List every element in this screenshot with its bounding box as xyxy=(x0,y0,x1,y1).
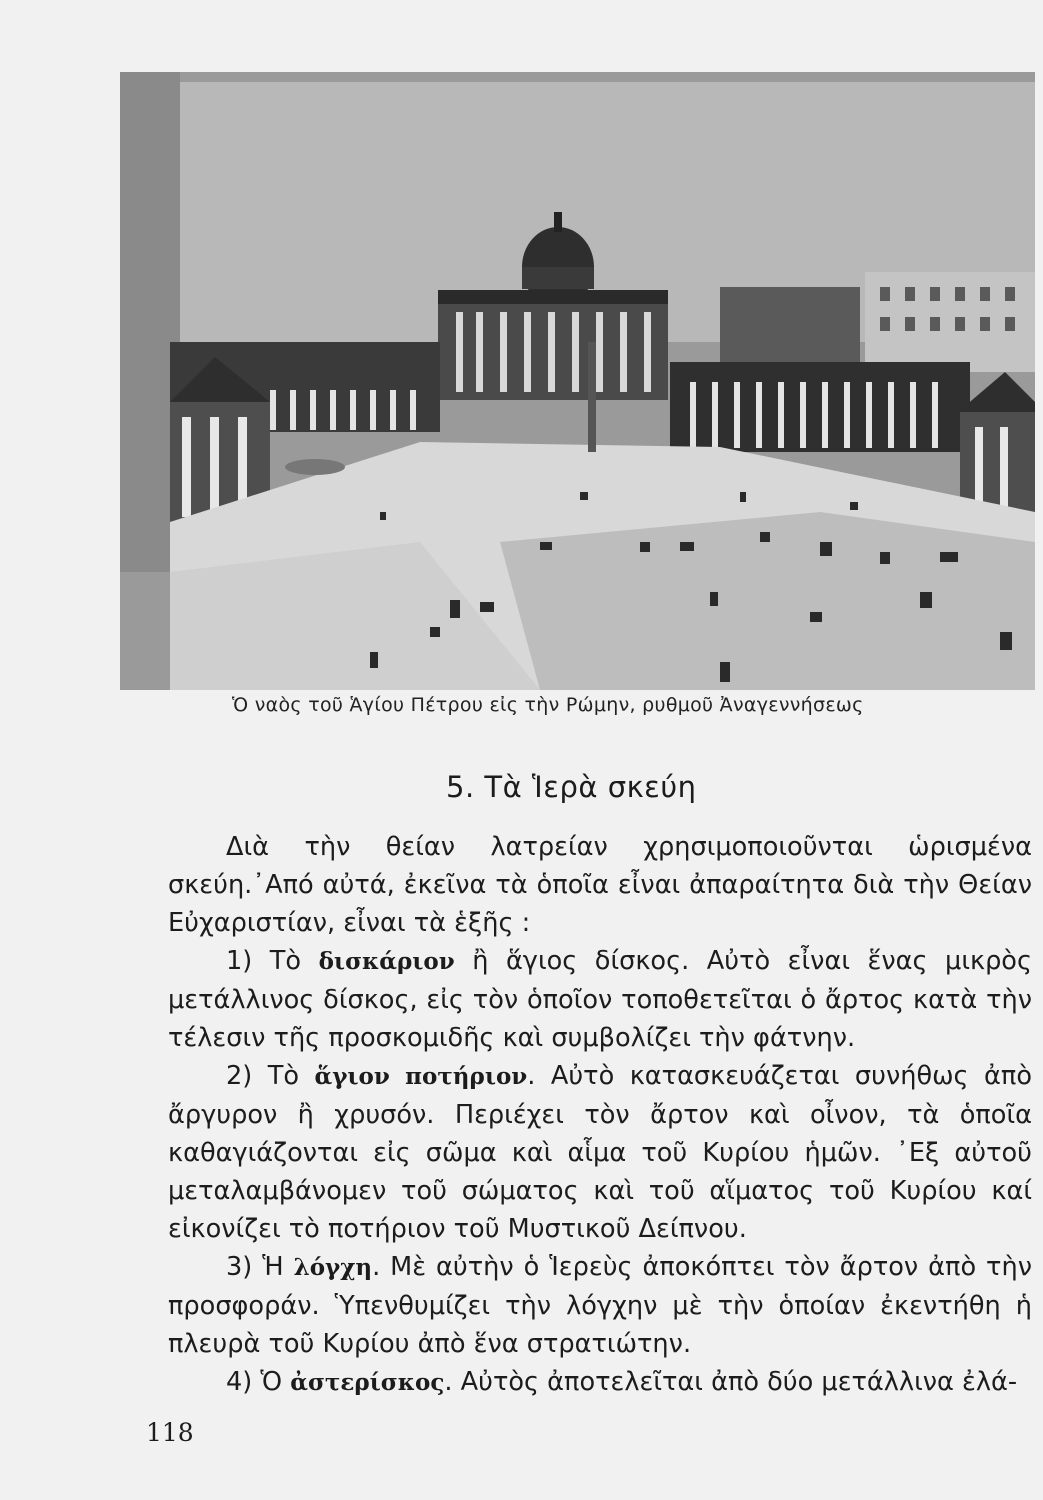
st-peters-basilica-photo xyxy=(120,72,1035,690)
item-text: . Μὲ αὐτὴν ὁ Ἱερεὺς ἀποκόπτει τὸν ἄρτον ἀπὸ τὴν προσφοράν. Ὑπενθυμίζει τὴν λόγχην μὲ τὴν ὁποίαν ἐκεντήθη ἡ πλευρὰ τοῦ Κυρίου ἀπὸ ἕνα στρατιώτην. xyxy=(168,1252,1032,1359)
item-text: . Αὐτὸ κατασκευάζεται συνήθως ἀπὸ ἄργυρον ἢ χρυσόν. Περιέχει τὸν ἄρτον καὶ οἶνον, τὰ ὁποῖα καθαγιάζονται εἰς σῶμα καὶ αἷμα τοῦ Κυρίου ἡμῶν. ᾽Εξ αὐτοῦ μεταλαμβάνομεν τοῦ σώματος καὶ τοῦ αἵματος τοῦ Κυρίου καί εἰκονίζει τὸ ποτήριον τοῦ Μυστικοῦ Δείπνου. xyxy=(168,1061,1032,1244)
body-text xyxy=(168,828,1032,1402)
item-paragraph-3 xyxy=(168,1248,1032,1363)
item-paragraph-4 xyxy=(168,1363,1032,1402)
item-text: . Αὐτὸς ἀποτελεῖται ἀπὸ δύο μετάλλινα ἐλά- xyxy=(444,1367,1018,1397)
section-heading: 5. Τὰ Ἱερὰ σκεύη xyxy=(446,770,697,804)
item-term: δισκάριον xyxy=(318,948,455,975)
item-number: 4) Ὁ xyxy=(226,1367,283,1397)
item-term: ἅγιον ποτήριον xyxy=(314,1063,528,1090)
photo-caption: Ὁ ναὸς τοῦ Ἁγίου Πέτρου εἰς τὴν Ρώμην, ρυθμοῦ Ἀναγεννήσεως xyxy=(232,694,864,716)
item-number: 1) Τὸ xyxy=(226,946,302,976)
item-text: ἢ ἅγιος δίσκος. Αὐτὸ εἶναι ἕνας μικρὸς μετάλλινος δίσκος, εἰς τὸν ὁποῖον τοποθετεῖται ὁ ἄρτος κατὰ τὴν τέλεσιν τῆς προσκομιδῆς καὶ συμβολίζει τὴν φάτνην. xyxy=(168,946,1032,1053)
intro-paragraph: Διὰ τὴν θείαν λατρείαν χρησιμοποιοῦνται ὡρισμένα σκεύη.᾽Από αὐτά, ἐκεῖνα τὰ ὁποῖα εἶναι ἀπαραίτητα διὰ τὴν Θείαν Εὐχαριστίαν, εἶναι τὰ ἑξῆς : xyxy=(168,832,1032,938)
item-term: ἀστερίσκος xyxy=(290,1369,445,1396)
item-paragraph-2 xyxy=(168,1057,1032,1248)
item-paragraph-1 xyxy=(168,942,1032,1057)
item-number: 3) Ἡ xyxy=(226,1252,284,1282)
item-term: λόγχη xyxy=(293,1254,373,1281)
photo-illustration xyxy=(120,72,1035,690)
item-number: 2) Τὸ xyxy=(226,1061,300,1091)
page-number: 118 xyxy=(146,1418,194,1447)
